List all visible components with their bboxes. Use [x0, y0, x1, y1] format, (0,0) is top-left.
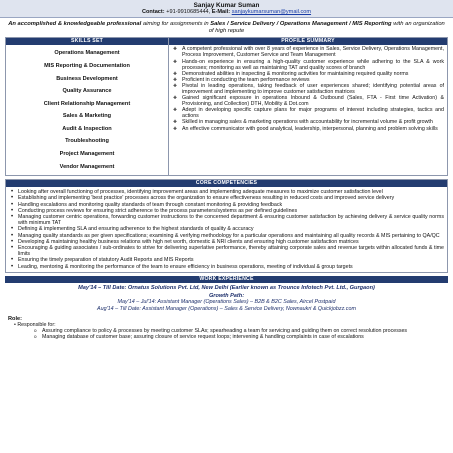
growth-path-1: May'14 – Jul'14: Assistant Manager (Operations Sales) – B2B & B2C Sales, Aircel Postpaid	[117, 299, 336, 306]
summary-heading: PROFILE SUMMARY	[169, 38, 447, 45]
competency-item: • Conducting process reviews for ensuring strict adherence to the process parameters/systems as per defined guidelines	[10, 208, 444, 214]
summary-item: ❖ Hands-on experience in ensuring a high-quality customer experience while adhering to the SLA & work processes; monitoring as well as maintaining TAT and quality scores of branch	[173, 59, 444, 71]
responsibility-item: o Managing database of customer base; assuring closure of service request loops; intervening & handling complaints in case of escalations	[34, 334, 441, 340]
skill-item: Client Relationship Management	[43, 100, 131, 107]
competency-item: • Managing customer centric operations, forwarding customer instructions to the concerned department & ensuring customer satisfaction by achieving delivery & service quality norms with minimum TAT	[10, 214, 444, 226]
phone-number: +91-9910685444,	[166, 9, 211, 15]
competency-item: • Developing & maintaining healthy business relations with high net worth, domestic & NRI clients and ensuring high customer satisfaction matrices	[10, 239, 444, 245]
competency-item: • Establishing and implementing 'best practice' processes across the organization to ensure effectiveness resulting in reduced costs and improved service delivery	[10, 195, 444, 201]
company-line: May'14 – Till Date: Ornatus Solutions Pvt. Ltd, New Delhi (Earlier known as Trounce Infotech Pvt. Ltd., Gurgaon)	[78, 284, 375, 291]
summary-item: ❖ Adept in developing specific capture plans for major programs of interest including strategies, tactics and actions	[173, 107, 444, 119]
skill-item: Project Management	[59, 151, 115, 158]
core-competencies-section	[5, 179, 448, 273]
email-label: E-Mail:	[211, 9, 231, 15]
experience-section	[5, 283, 448, 342]
skill-item: Sales & Marketing	[62, 113, 112, 120]
tagline-part-3: Sales / Service Delivery / Operations Management / MIS Reporting	[210, 21, 392, 27]
responsibility-item: o Assuring compliance to policy & processes by meeting customer SLAs; spearheading a team for servicing and guiding them on correct resolution processes	[34, 328, 441, 334]
summary-item: ❖ An effective communicator with good analytical, leadership, interpersonal, planning and problem solving skills	[173, 126, 444, 132]
core-list	[6, 187, 447, 272]
contact-label: Contact:	[141, 9, 165, 15]
responsibility-list	[8, 328, 445, 340]
skills-column	[6, 38, 169, 175]
summary-item: ❖ Demonstrated abilities in inspecting & monitoring activities for maintaining required quality norms	[173, 71, 444, 77]
tagline-part-1: An accomplished & knowledgeable professional	[8, 21, 142, 27]
growth-path-label: Growth Path:	[208, 293, 245, 300]
summary-item: ❖ Gained significant exposure in operations Inbound & Outbound (Sales, FTA - First time Activation) & Provisioning, and Collection) DTH, Mobility & Dot.com	[173, 95, 444, 107]
resume-header	[0, 0, 453, 18]
candidate-name: Sanjay Kumar Suman	[193, 2, 260, 9]
competency-item: • Handling escalations and monitoring quality standards of team through constant monitoring & providing feedback	[10, 202, 444, 208]
core-heading: CORE COMPETENCIES	[6, 180, 447, 187]
responsible-label: • Responsible for:	[14, 321, 56, 328]
tagline-part-4: with an organization of high repute	[208, 21, 445, 34]
summary-item: ❖ Pivotal in leading operations, taking feedback of user experiences shared; identifying potential areas of improvement and implementing to improve customer satisfaction matrices	[173, 83, 444, 95]
competency-item: • Managing quality standards as per given specifications; examining & verifying methodology for a particular operations and maintaining all quality records & MIS pertaining to QA/QC	[10, 233, 444, 239]
skill-item: Vendor Management	[59, 163, 115, 170]
skill-item: MIS Reporting & Documentation	[44, 62, 130, 69]
skill-item: Operations Management	[54, 50, 120, 57]
summary-list	[169, 45, 447, 132]
skills-list	[6, 45, 168, 175]
email-link[interactable]: sanjaykumarsuman@ymail.com	[231, 9, 312, 15]
skill-item: Troubleshooting	[65, 138, 109, 145]
experience-heading: WORK EXPERIENCE	[5, 276, 448, 283]
competency-item: • Defining & implementing SLA and ensuring adherence to the highest standards of quality & accuracy	[10, 226, 444, 232]
competency-item: • Looking after overall functioning of processes, identifying improvement areas and implementing adequate measures to maximize customer satisfaction level	[10, 189, 444, 195]
competency-item: • Ensuring the timely preparation of statutory Audit Reports and MIS Reports	[10, 257, 444, 263]
skill-item: Quality Assurance	[62, 88, 112, 95]
skills-heading: SKILLS SET	[6, 38, 168, 45]
summary-column	[169, 38, 447, 175]
competency-item: • Leading, mentoring & monitoring the performance of the team to ensure efficiency in business operations, meeting of individual & group targets	[10, 264, 444, 270]
contact-line	[0, 9, 453, 15]
skill-item: Audit & Inspection	[62, 125, 112, 132]
skill-item: Business Development	[56, 75, 118, 82]
summary-item: ❖ Skilled in managing sales & marketing operations with accountability for incremental volume & profit growth	[173, 119, 444, 125]
competency-item: • Encouraging & guiding associates / sub-ordinates to strive for delivering superlative performance, thereby attaining corporate sales and revenue targets within allocated funds & time limits	[10, 245, 444, 257]
summary-item: ❖ A competent professional with over 8 years of experience in Sales, Service Delivery, Operations Management, Process Improvement, Customer Service and Team Management	[173, 46, 444, 58]
role-label: Role:	[8, 315, 22, 322]
summary-item: ❖ Proficient in conducting the team performance reviews	[173, 77, 444, 83]
tagline	[7, 21, 446, 34]
tagline-part-2: aiming for assignments in	[141, 21, 211, 27]
skills-summary-section	[5, 37, 448, 176]
growth-path-2: Aug'14 – Till Date: Assistant Manager (Operations) – Sales & Service Delivery, Nownaukri & Quickjobzz.com	[97, 305, 356, 312]
responsible-text: Responsible for:	[17, 321, 56, 328]
